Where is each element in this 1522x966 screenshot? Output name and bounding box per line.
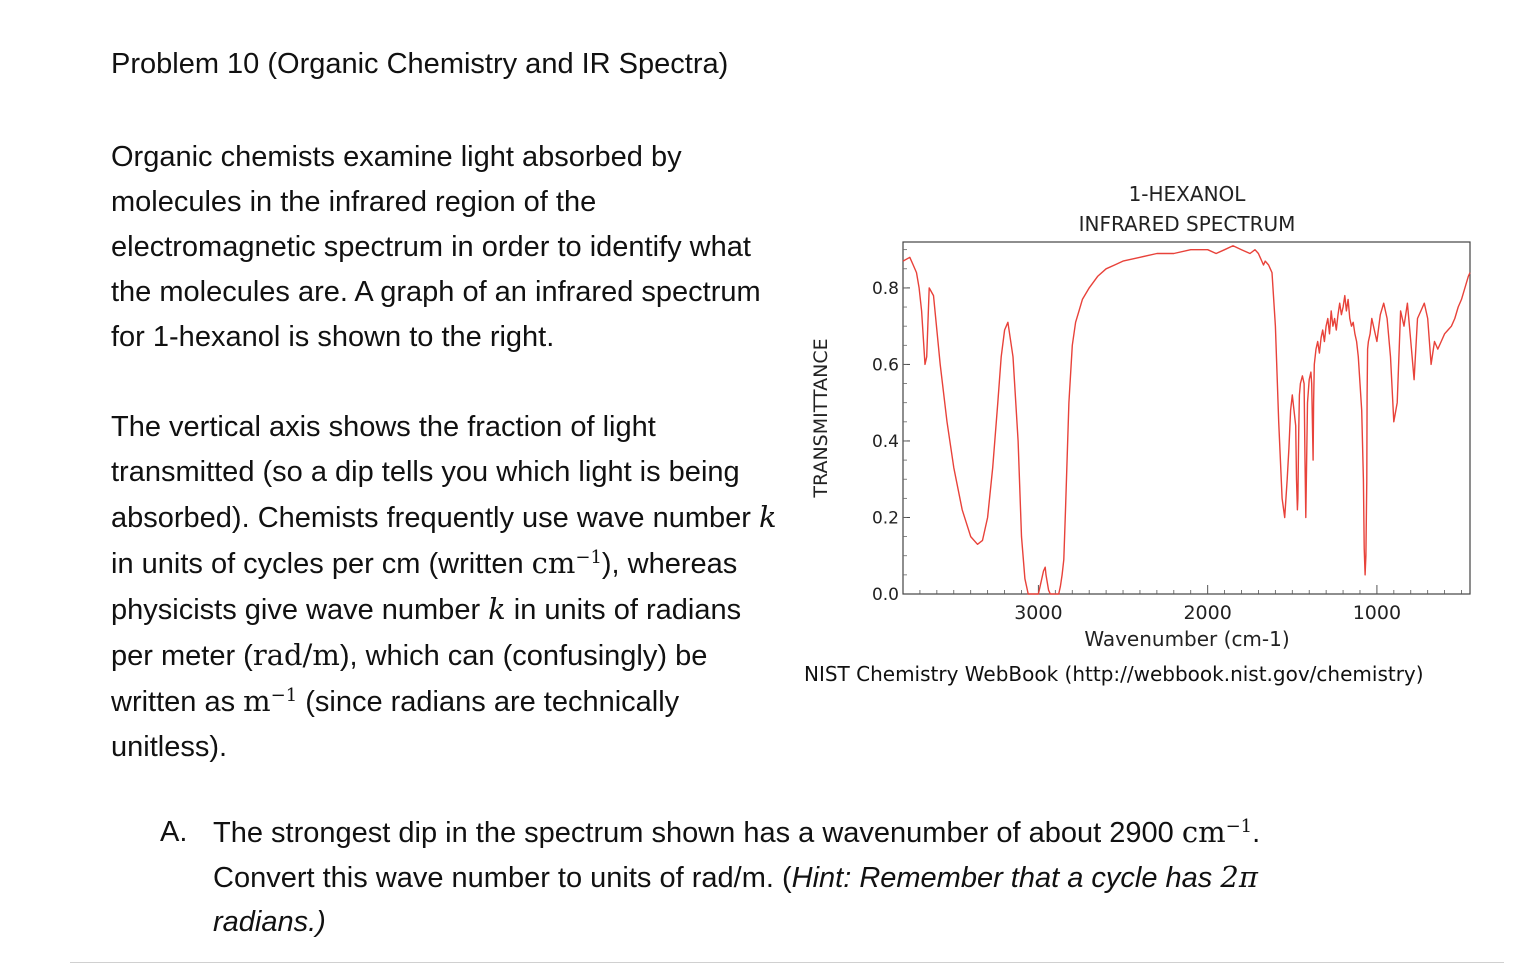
y-tick-label: 0.2	[871, 508, 899, 529]
hint-math: 2π	[1220, 860, 1258, 894]
para2-text-4: in units of radians per meter (	[111, 594, 742, 672]
para2-text-1: The vertical axis shows the fraction of light transmitted (so a dip tells you which light is being absorbed). Chemists frequently use wave number	[111, 411, 759, 534]
m-unit: m	[243, 684, 271, 718]
source-credit: NIST Chemistry WebBook (http://webbook.nist.gov/chemistry)	[804, 662, 1424, 686]
cm-unit: cm	[531, 546, 576, 580]
y-tick-label: 0.0	[871, 585, 899, 605]
x-axis-label: Wavenumber (cm-1)	[1084, 627, 1290, 651]
chart-title-line-2: INFRARED SPECTRUM	[1078, 212, 1296, 236]
spectrum-line	[903, 246, 1470, 594]
x-axis	[920, 585, 1462, 624]
cm-exponent: −1	[575, 547, 602, 569]
question-label: A.	[160, 816, 188, 848]
hint-text-2: radians.)	[213, 906, 326, 938]
ir-spectrum-chart	[790, 170, 1480, 660]
plot-frame	[903, 242, 1470, 594]
chart-title-line-1: 1-HEXANOL	[1128, 182, 1246, 206]
units-paragraph	[111, 405, 791, 770]
y-axis-label: TRANSMITTANCE	[810, 338, 832, 498]
question-text-3: Convert this wave number to units of rad/m. (	[213, 862, 792, 894]
radm-unit: rad/m	[252, 638, 340, 672]
y-tick-label: 0.6	[871, 355, 899, 376]
question-text-2: .	[1252, 817, 1261, 849]
intro-paragraph	[111, 135, 791, 360]
spectrum-series	[903, 246, 1470, 594]
question-text	[213, 810, 1413, 944]
k-symbol: k	[758, 500, 777, 534]
problem-title: Problem 10 (Organic Chemistry and IR Spectra)	[111, 48, 729, 80]
y-axis	[872, 250, 910, 605]
question-unit: cm	[1181, 815, 1226, 849]
para2-text-6: (since radians are technically unitless).	[111, 686, 680, 763]
question-text-1: The strongest dip in the spectrum shown has a wavenumber of about 2900	[213, 817, 1182, 849]
y-tick-label: 0.8	[871, 278, 899, 299]
para2-text-5: ), which can (confusingly) be written as	[111, 640, 708, 718]
question-unit-exponent: −1	[1225, 816, 1253, 838]
y-tick-label: 0.4	[871, 431, 899, 452]
m-exponent: −1	[270, 685, 298, 707]
k-symbol-2: k	[488, 592, 506, 626]
hint-text: Hint: Remember that a cycle has	[791, 862, 1221, 894]
para2-text-2: in units of cycles per cm (written	[111, 548, 532, 580]
intro-text: Organic chemists examine light absorbed by molecules in the infrared region of the electromagnetic spectrum in order to identify what the molecules are. A graph of an infrared spectrum for 1-hexanol is shown to the right.	[111, 141, 761, 353]
para2-text-3: ), whereas physicists give wave number	[111, 548, 738, 626]
x-tick-label: 3000	[1014, 602, 1063, 624]
x-tick-label: 1000	[1352, 602, 1402, 624]
bottom-divider	[70, 962, 1504, 963]
x-tick-label: 2000	[1183, 602, 1232, 624]
